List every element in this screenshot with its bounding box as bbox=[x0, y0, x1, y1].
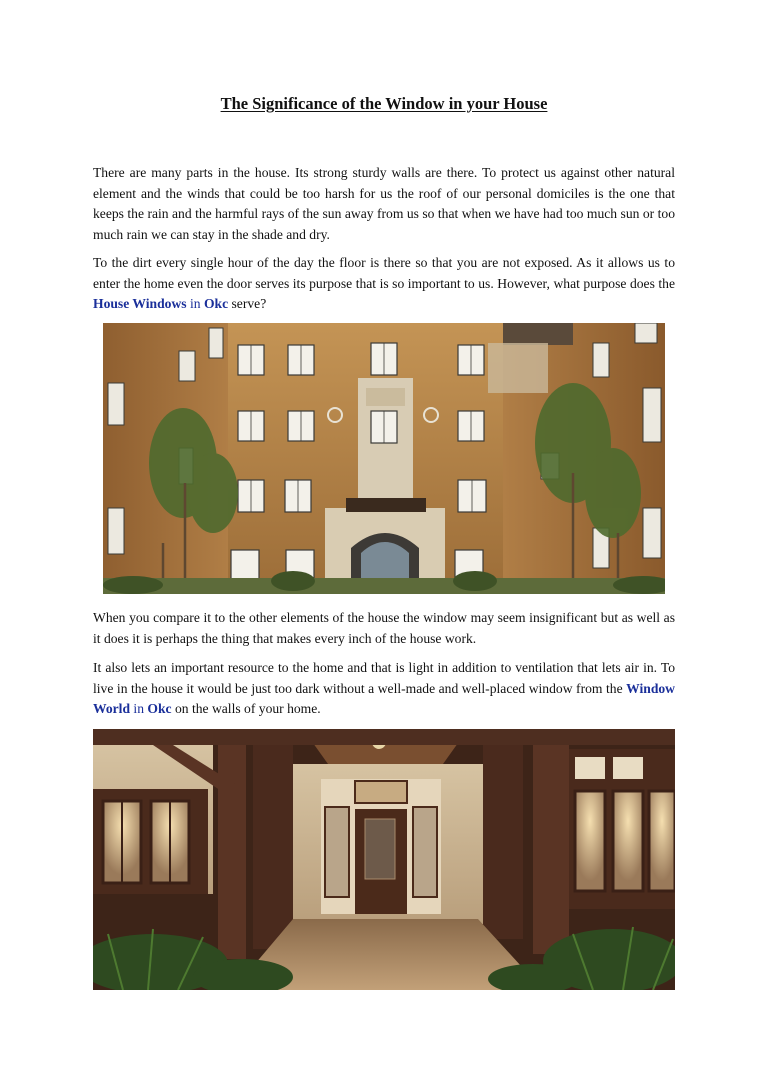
stone-house-entrance-photo bbox=[93, 729, 675, 990]
paragraph-2-text-after: serve? bbox=[228, 296, 267, 312]
paragraph-4-in: in bbox=[130, 701, 148, 717]
page-title: The Significance of the Window in your House bbox=[220, 94, 548, 113]
paragraph-4-text-before: It also lets an important resource to the home and that is light in addition to ventilation that lets air in. To live in the house it would be just too dark without a well-made and well-placed window from the bbox=[93, 660, 675, 696]
paragraph-2 bbox=[93, 253, 675, 315]
paragraph-3: When you compare it to the other elements of the house the window may seem insignificant but as well as it does it is perhaps the thing that makes every inch of the house work. bbox=[93, 610, 675, 646]
paragraph-2-text-before: To the dirt every single hour of the day the floor is there so that you are not exposed. As it allows us to enter the home even the door serves its purpose that is so important to us. However, what purpose does the bbox=[93, 255, 675, 291]
okc-link-1[interactable]: Okc bbox=[203, 296, 229, 312]
paragraph-2-in: in bbox=[186, 296, 204, 312]
okc-link-2[interactable]: Okc bbox=[147, 701, 172, 717]
brick-apartment-building-photo bbox=[103, 323, 665, 594]
window-world-link[interactable]: Window World bbox=[93, 680, 675, 717]
paragraph-4 bbox=[93, 658, 675, 720]
paragraph-4-text-after: on the walls of your home. bbox=[171, 701, 321, 717]
house-windows-link[interactable]: House Windows bbox=[93, 296, 187, 312]
paragraph-1: There are many parts in the house. Its strong sturdy walls are there. To protect us against other natural element and the winds that could be too harsh for us the roof of our personal domiciles is the one that keeps the rain and the harmful rays of the sun away from us so that when we have had too much sun or too much rain we can stay in the shade and dry. bbox=[93, 165, 675, 242]
